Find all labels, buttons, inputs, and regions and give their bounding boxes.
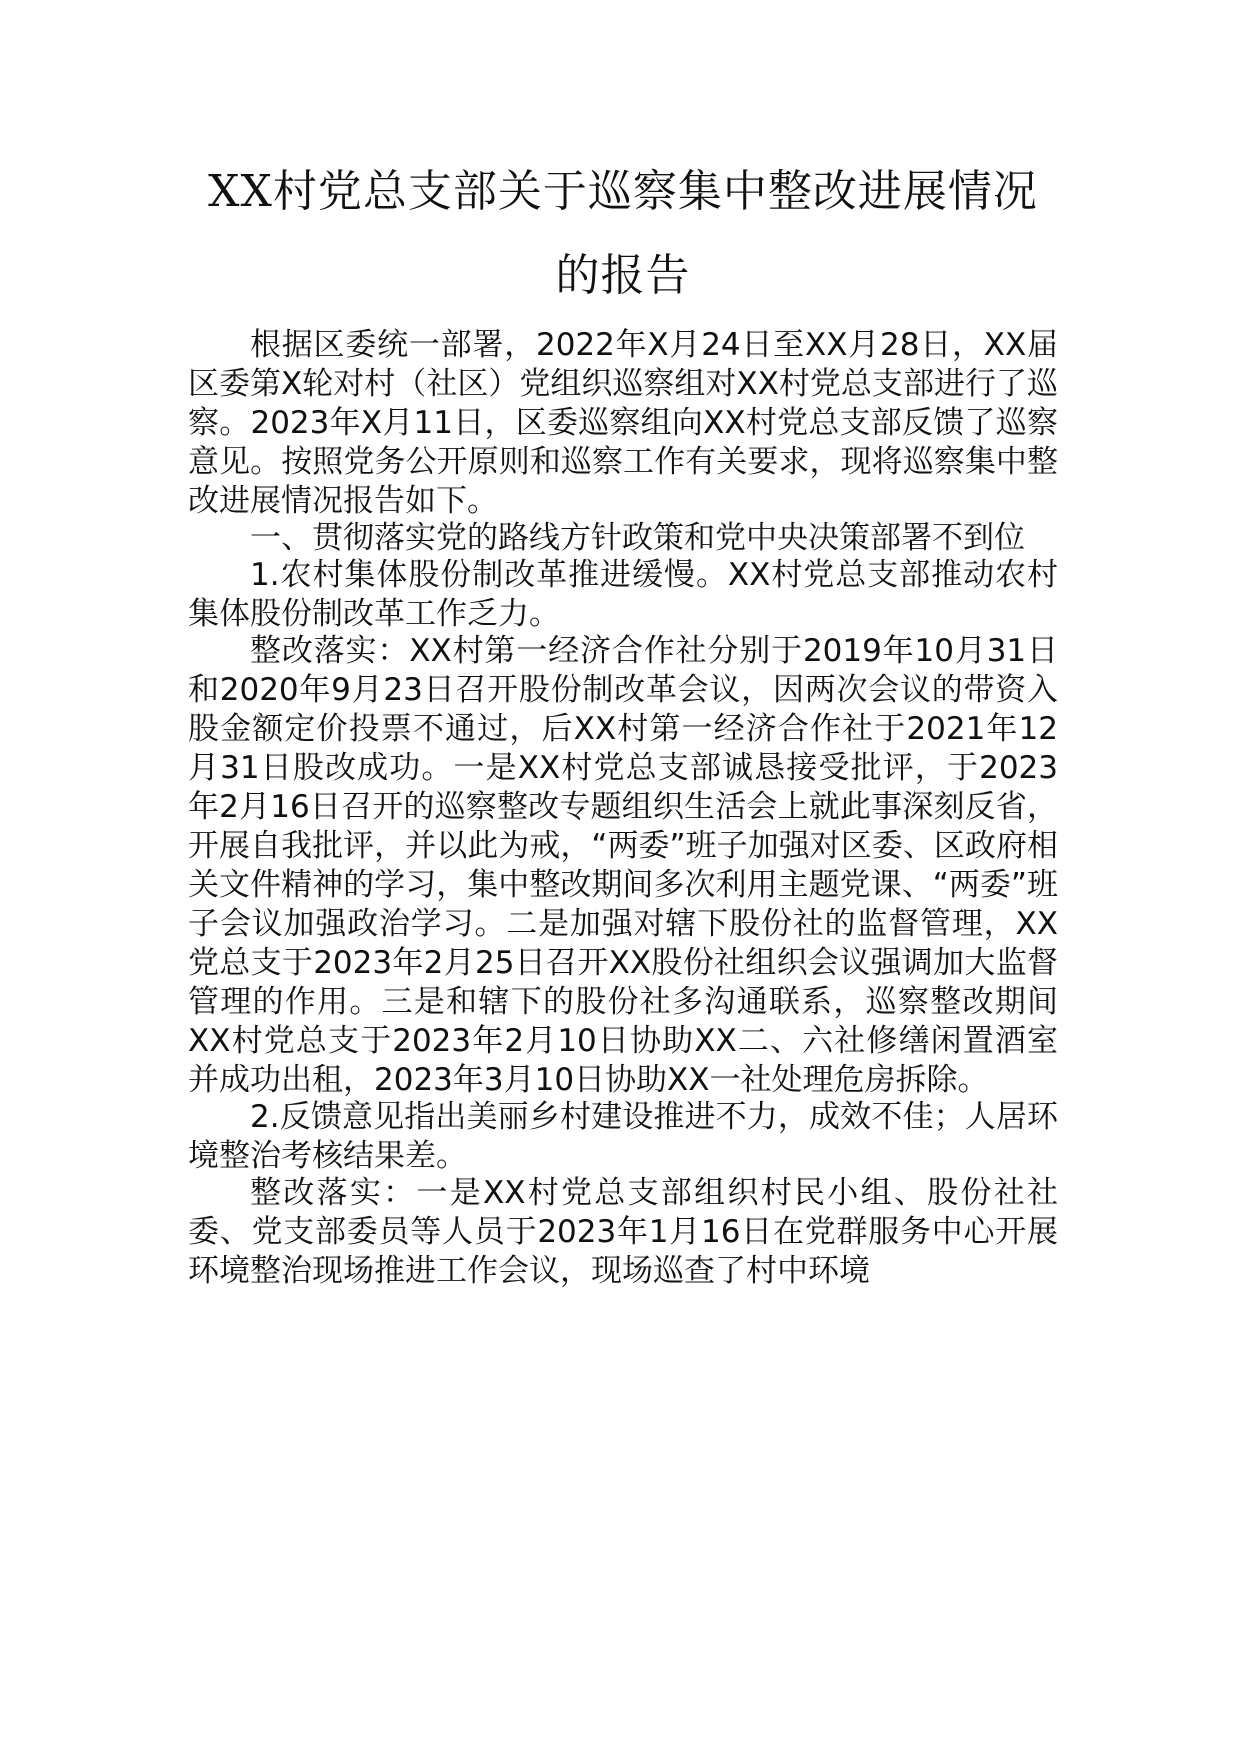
document-page (188, 150, 1058, 1289)
intro-paragraph: 根据区委统一部署，2022年X月24日至XX月28日，XX届区委第X轮对村（社区）党组织巡察组对XX村党总支部进行了巡察。2023年X月11日，区委巡察组向XX村党总支部反馈了巡察意见。按照党务公开原则和巡察工作有关要求，现将巡察集中整改进展情况报告如下。 (188, 327, 1058, 519)
document-title: XX村党总支部关于巡察集中整改进展情况的报告 (208, 166, 1038, 301)
issue-1-heading: 1.农村集体股份制改革推进缓慢。XX村党总支部推动农村集体股份制改革工作乏力。 (188, 557, 1058, 632)
section-heading-1: 一、贯彻落实党的路线方针政策和党中央决策部署不到位 (250, 520, 1025, 556)
issue-2-rectification: 整改落实：一是XX村党总支部组织村民小组、股份社社委、党支部委员等人员于2023年1月16日在党群服务中心开展环境整治现场推进工作会议，现场巡查了村中环境 (188, 1175, 1058, 1289)
issue-2-heading: 2.反馈意见指出美丽乡村建设推进不力，成效不佳；人居环境整治考核结果差。 (188, 1099, 1058, 1174)
issue-1-rectification: 整改落实：XX村第一经济合作社分别于2019年10月31日和2020年9月23日召开股份制改革会议，因两次会议的带资入股金额定价投票不通过，后XX村第一经济合作社于2021年12月31日股改成功。一是XX村党总支部诚恳接受批评，于2023年2月16日召开的巡察整改专题组织生活会上就此事深刻反省，开展自我批评，并以此为戒，“两委”班子加强对区委、区政府相关文件精神的学习，集中整改期间多次利用主题党课、“两委”班子会议加强政治学习。二是加强对辖下股份社的监督管理，XX党总支于2023年2月25日召开XX股份社组织会议强调加大监督管理的作用。三是和辖下的股份社多沟通联系，巡察整改期间XX村党总支于2023年2月10日协助XX二、六社修缮闲置酒室并成功出租，2023年3月10日协助XX一社处理危房拆除。 (188, 633, 1058, 1098)
